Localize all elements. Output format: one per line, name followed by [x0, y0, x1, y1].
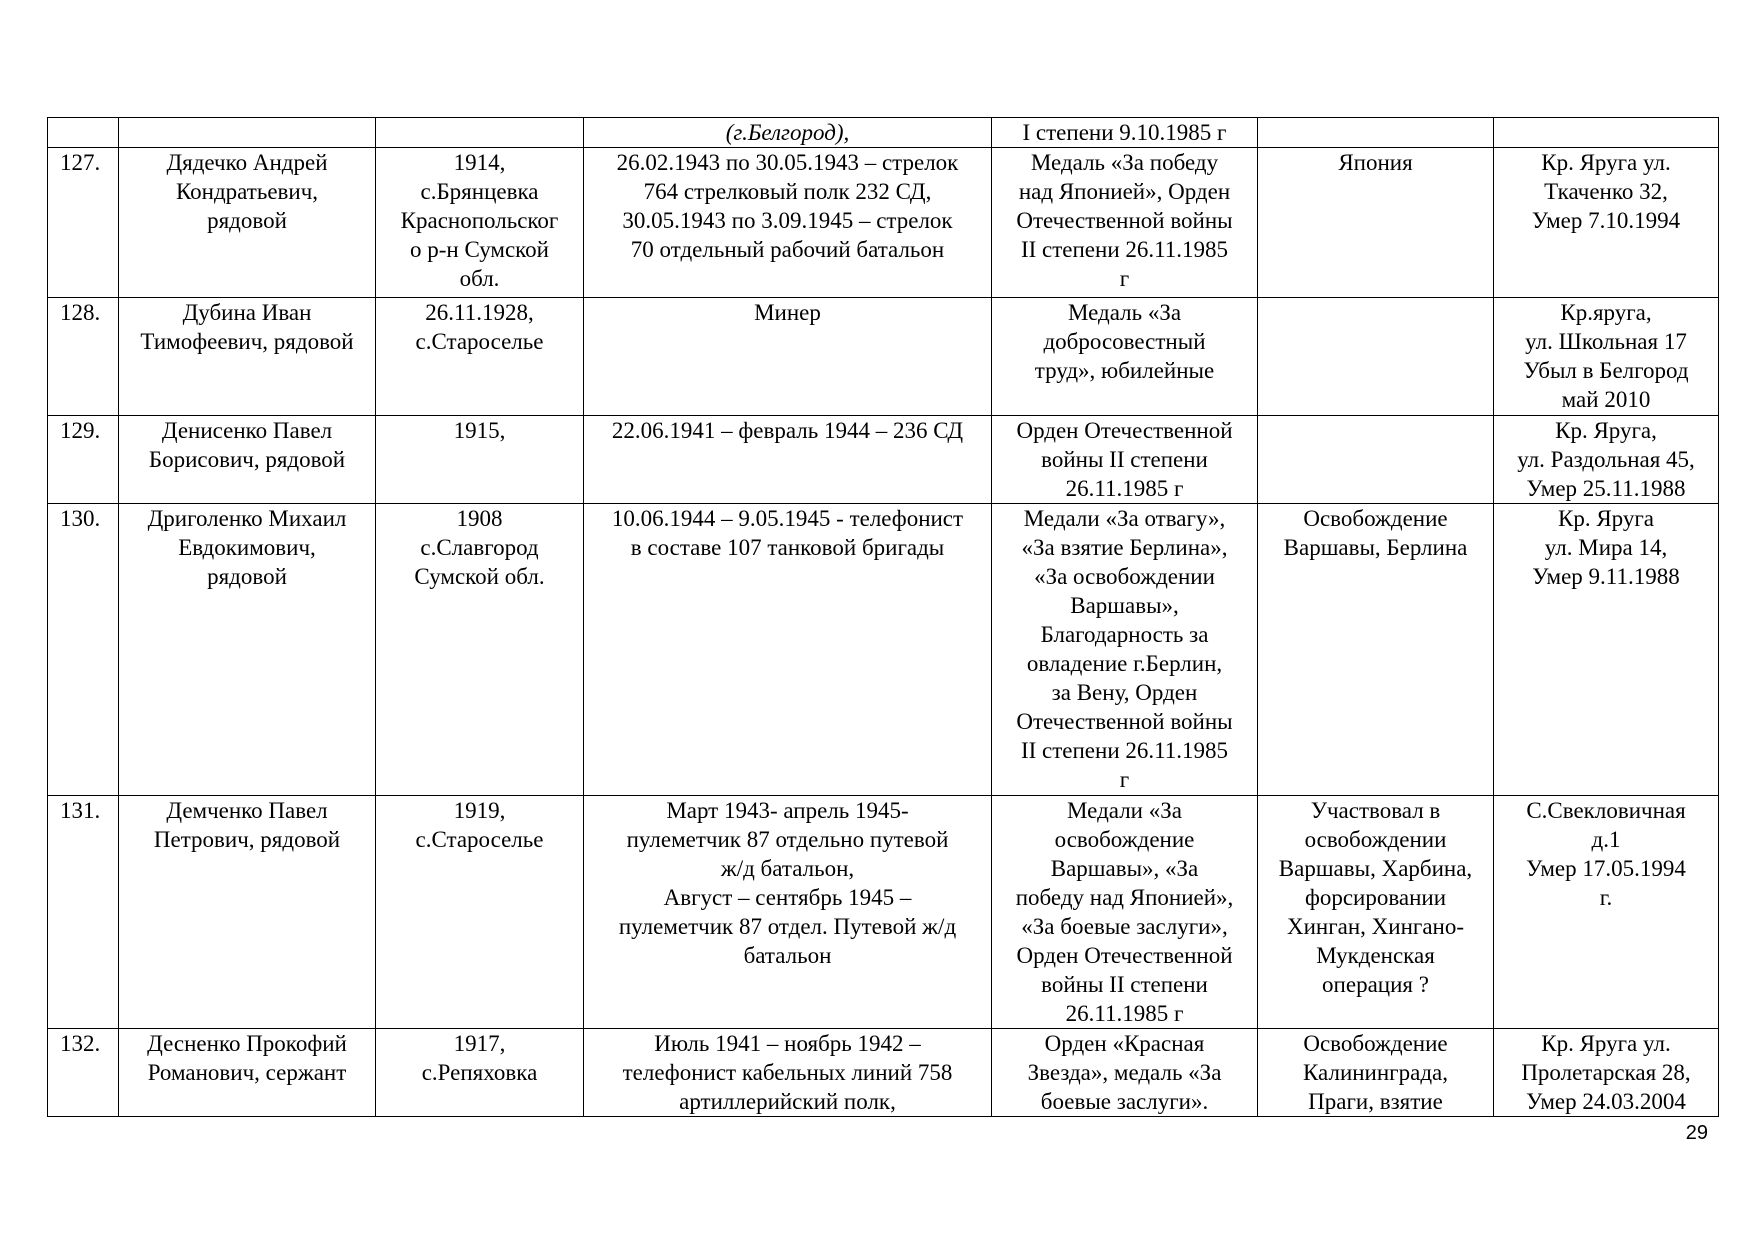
cell-name: Денисенко Павел Борисович, рядовой: [119, 416, 376, 504]
cell-battles: Освобождение Калининграда, Праги, взятие: [1258, 1029, 1494, 1117]
veterans-table: [47, 117, 1719, 1117]
cell-battles: Япония: [1258, 148, 1494, 298]
cell-num: 130.: [48, 504, 119, 796]
cell-awards: Медали «За освобождение Варшавы», «За победу над Японией», «За боевые заслуги», Орден Отечественной войны II степени 26.11.1985 г: [992, 796, 1258, 1029]
cell-address: Кр. Яруга, ул. Раздольная 45, Умер 25.11.1988: [1494, 416, 1719, 504]
page-number: 29: [1685, 1122, 1708, 1144]
cell-name: Дриголенко Михаил Евдокимович, рядовой: [119, 504, 376, 796]
cell-address: Кр.яруга, ул. Школьная 17 Убыл в Белгород май 2010: [1494, 298, 1719, 416]
cell-service: 26.02.1943 по 30.05.1943 – стрелок 764 стрелковый полк 232 СД, 30.05.1943 по 3.09.1945 – стрелок 70 отдельный рабочий батальон: [584, 148, 992, 298]
table-row: [48, 796, 1719, 1029]
cell-battles: [1258, 298, 1494, 416]
table-row: [48, 298, 1719, 416]
cell-name: Демченко Павел Петрович, рядовой: [119, 796, 376, 1029]
cell-birth: 1914, с.Брянцевка Краснопольског о р-н Сумской обл.: [376, 148, 584, 298]
cell-address: С.Свекловичная д.1 Умер 17.05.1994 г.: [1494, 796, 1719, 1029]
cell-address: Кр. Яруга ул. Ткаченко 32, Умер 7.10.1994: [1494, 148, 1719, 298]
cell-address: Кр. Яруга ул. Мира 14, Умер 9.11.1988: [1494, 504, 1719, 796]
cell-address: Кр. Яруга ул. Пролетарская 28, Умер 24.03.2004: [1494, 1029, 1719, 1117]
cell-service: Июль 1941 – ноябрь 1942 – телефонист кабельных линий 758 артиллерийский полк,: [584, 1029, 992, 1117]
cell-battles: [1258, 118, 1494, 148]
cell-name: [119, 118, 376, 148]
table-row-continuation: [48, 118, 1719, 148]
cell-battles: [1258, 416, 1494, 504]
cell-birth: 1919, с.Староселье: [376, 796, 584, 1029]
cell-service: 10.06.1944 – 9.05.1945 - телефонист в составе 107 танковой бригады: [584, 504, 992, 796]
cell-birth: [376, 118, 584, 148]
cell-birth: 26.11.1928, с.Староселье: [376, 298, 584, 416]
cell-num: 127.: [48, 148, 119, 298]
cell-birth: 1917, с.Репяховка: [376, 1029, 584, 1117]
table-row: [48, 504, 1719, 796]
cell-awards: Медаль «За победу над Японией», Орден Отечественной войны II степени 26.11.1985 г: [992, 148, 1258, 298]
cell-service: 22.06.1941 – февраль 1944 – 236 СД: [584, 416, 992, 504]
cell-num: 128.: [48, 298, 119, 416]
cell-num: [48, 118, 119, 148]
table-row: [48, 148, 1719, 298]
cell-num: 129.: [48, 416, 119, 504]
cell-num: 132.: [48, 1029, 119, 1117]
table-row: [48, 416, 1719, 504]
cell-awards: I степени 9.10.1985 г: [992, 118, 1258, 148]
table-row: [48, 1029, 1719, 1117]
cell-awards: Орден Отечественной войны II степени 26.11.1985 г: [992, 416, 1258, 504]
cell-birth: 1908 с.Славгород Сумской обл.: [376, 504, 584, 796]
cell-awards: Медаль «За добросовестный труд», юбилейные: [992, 298, 1258, 416]
cell-battles: Участвовал в освобождении Варшавы, Харбина, форсировании Хинган, Хингано- Мукденская операция ?: [1258, 796, 1494, 1029]
cell-service: Минер: [584, 298, 992, 416]
cell-battles: Освобождение Варшавы, Берлина: [1258, 504, 1494, 796]
cell-name: Десненко Прокофий Романович, сержант: [119, 1029, 376, 1117]
cell-num: 131.: [48, 796, 119, 1029]
cell-address: [1494, 118, 1719, 148]
cell-birth: 1915,: [376, 416, 584, 504]
cell-awards: Медали «За отвагу», «За взятие Берлина», «За освобождении Варшавы», Благодарность за овладение г.Берлин, за Вену, Орден Отечественной войны II степени 26.11.1985 г: [992, 504, 1258, 796]
cell-service: (г.Белгород),: [584, 118, 992, 148]
cell-awards: Орден «Красная Звезда», медаль «За боевые заслуги».: [992, 1029, 1258, 1117]
cell-service: Март 1943- апрель 1945- пулеметчик 87 отдельно путевой ж/д батальон, Август – сентябрь 1945 – пулеметчик 87 отдел. Путевой ж/д батальон: [584, 796, 992, 1029]
cell-name: Дубина Иван Тимофеевич, рядовой: [119, 298, 376, 416]
cell-name: Дядечко Андрей Кондратьевич, рядовой: [119, 148, 376, 298]
